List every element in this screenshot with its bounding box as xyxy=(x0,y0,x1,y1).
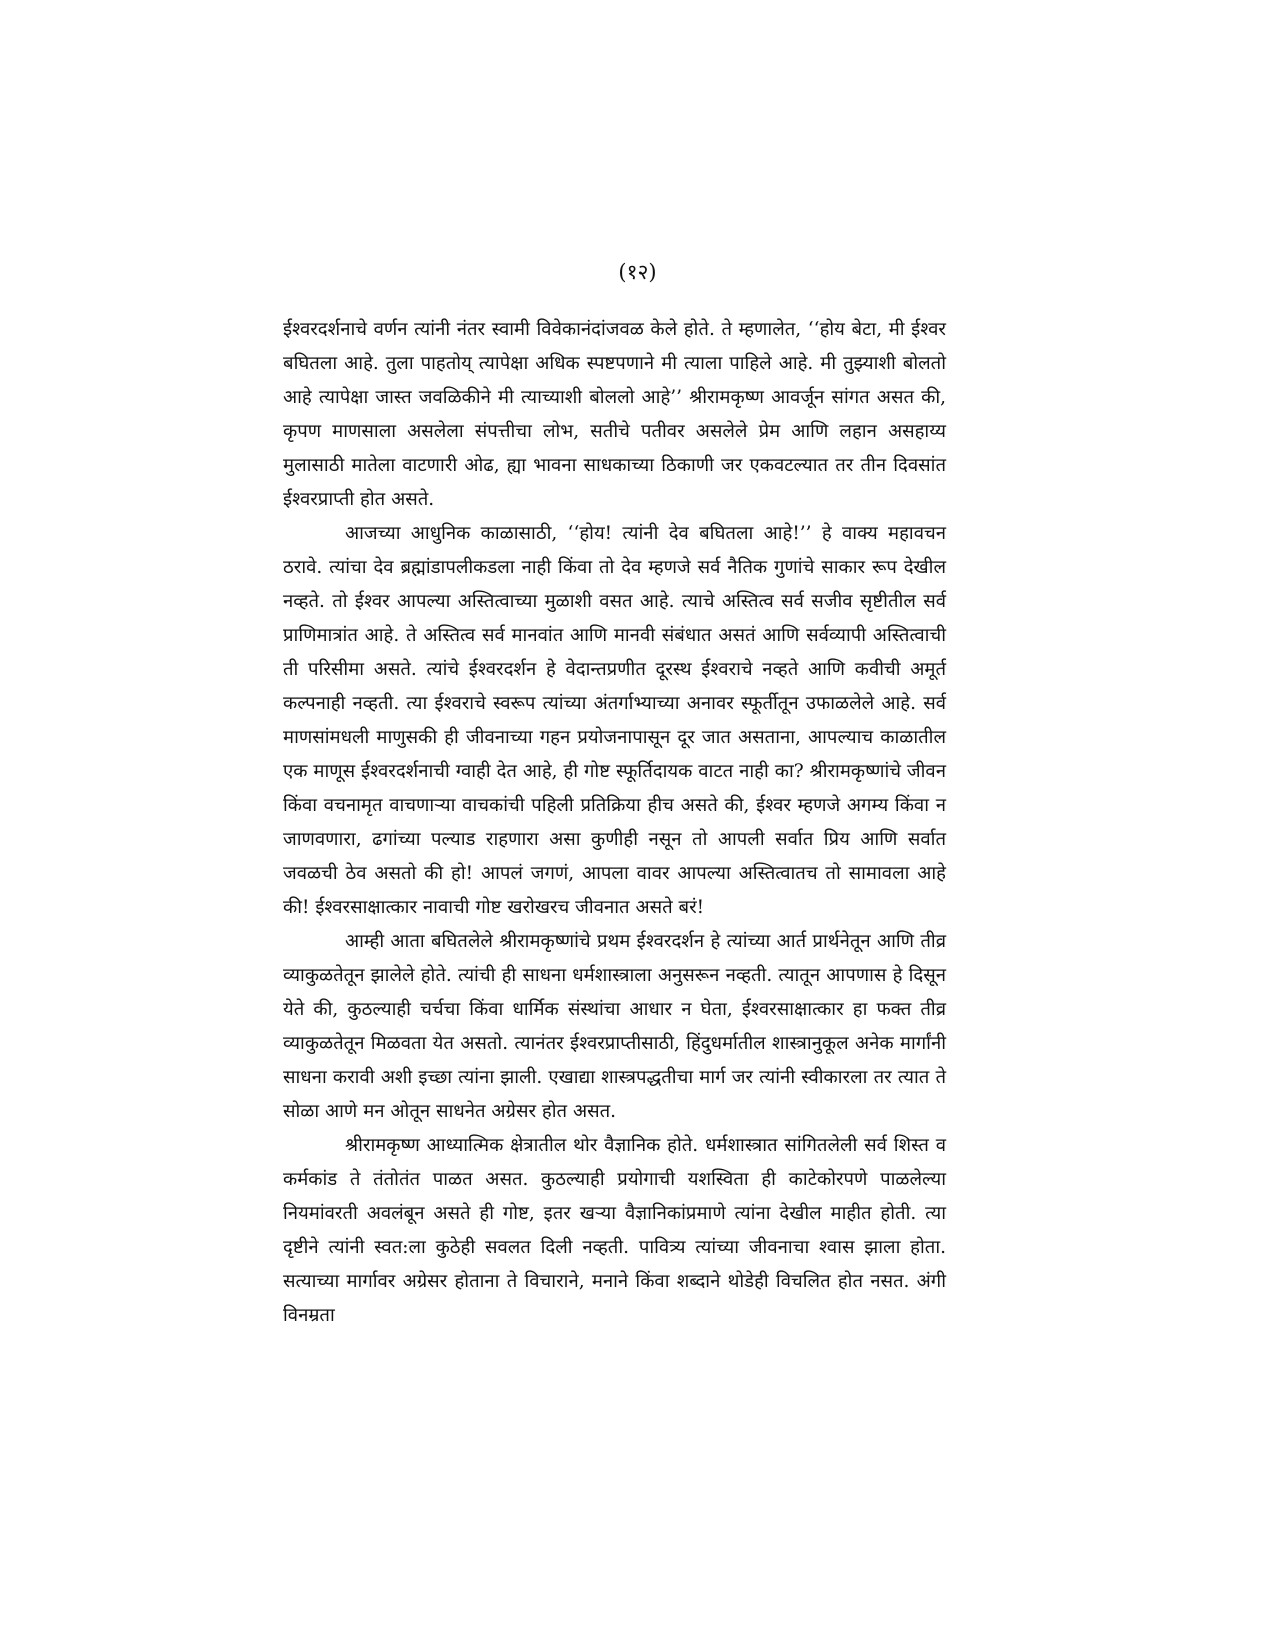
paragraph-2: आजच्या आधुनिक काळासाठी, ‘‘होय! त्यांनी देव बघितला आहे!’’ हे वाक्य महावचन ठरावे. त्यांचा देव ब्रह्मांडापलीकडला नाही किंवा तो देव म्हणजे सर्व नैतिक गुणांचे साकार रूप देखील नव्हते. तो ईश्वर आपल्या अस्तित्वाच्या मुळाशी वसत आहे. त्याचे अस्तित्व सर्व सजीव सृष्टीतील सर्व प्राणिमात्रांत आहे. ते अस्तित्व सर्व मानवांत आणि मानवी संबंधात असतं आणि सर्वव्यापी अस्तित्वाची ती परिसीमा असते. त्यांचे ईश्वरदर्शन हे वेदान्तप्रणीत दूरस्थ ईश्वराचे नव्हते आणि कवीची अमूर्त कल्पनाही नव्हती. त्या ईश्वराचे स्वरूप त्यांच्या अंतर्गाभ्याच्या अनावर स्फूर्तीतून उफाळलेले आहे. सर्व माणसांमधली माणुसकी ही जीवनाच्या गहन प्रयोजनापासून दूर जात असताना, आपल्याच काळातील एक माणूस ईश्वरदर्शनाची ग्वाही देत आहे, ही गोष्ट स्फूर्तिदायक वाटत नाही का? श्रीरामकृष्णांचे जीवन किंवा वचनामृत वाचणाऱ्या वाचकांची पहिली प्रतिक्रिया हीच असते की, ईश्वर म्हणजे अगम्य किंवा न जाणवणारा, ढगांच्या पल्याड राहणारा असा कुणीही नसून तो आपली सर्वात प्रिय आणि सर्वात जवळची ठेव असतो की हो! आपलं जगणं, आपला वावर आपल्या अस्तित्वातच तो सामावला आहे की! ईश्वरसाक्षात्कार नावाची गोष्ट खरोखरच जीवनात असते बरं! xyxy=(283,523,946,918)
body-text xyxy=(283,313,946,1333)
paragraph-4: श्रीरामकृष्ण आध्यात्मिक क्षेत्रातील थोर वैज्ञानिक होते. धर्मशास्त्रात सांगितलेली सर्व शिस्त व कर्मकांड ते तंतोतंत पाळत असत. कुठल्याही प्रयोगाची यशस्विता ही काटेकोरपणे पाळलेल्या नियमांवरती अवलंबून असते ही गोष्ट, इतर खऱ्या वैज्ञानिकांप्रमाणे त्यांना देखील माहीत होती. त्या दृष्टीने त्यांनी स्वत:ला कुठेही सवलत दिली नव्हती. पावित्र्य त्यांच्या जीवनाचा श्वास झाला होता. सत्याच्या मार्गावर अग्रेसर होताना ते विचाराने, मनाने किंवा शब्दाने थोडेही विचलित होत नसत. अंगी विनम्रता xyxy=(283,1135,946,1326)
page-number: (१२) xyxy=(618,260,657,284)
paragraph-3: आम्ही आता बघितलेले श्रीरामकृष्णांचे प्रथम ईश्वरदर्शन हे त्यांच्या आर्त प्रार्थनेतून आणि तीव्र व्याकुळतेतून झालेले होते. त्यांची ही साधना धर्मशास्त्राला अनुसरून नव्हती. त्यातून आपणास हे दिसून येते की, कुठल्याही चर्चचा किंवा धार्मिक संस्थांचा आधार न घेता, ईश्वरसाक्षात्कार हा फक्त तीव्र व्याकुळतेतून मिळवता येत असतो. त्यानंतर ईश्वरप्राप्तीसाठी, हिंदुधर्मातील शास्त्रानुकूल अनेक मार्गांनी साधना करावी अशी इच्छा त्यांना झाली. एखाद्या शास्त्रपद्धतीचा मार्ग जर त्यांनी स्वीकारला तर त्यात ते सोळा आणे मन ओतून साधनेत अग्रेसर होत असत. xyxy=(283,931,946,1122)
paragraph-1: ईश्वरदर्शनाचे वर्णन त्यांनी नंतर स्वामी विवेकानंदांजवळ केले होते. ते म्हणालेत, ‘‘होय बेटा, मी ईश्वर बघितला आहे. तुला पाहतोय् त्यापेक्षा अधिक स्पष्टपणाने मी त्याला पाहिले आहे. मी तुझ्याशी बोलतो आहे त्यापेक्षा जास्त जवळिकीने मी त्याच्याशी बोललो आहे’’ श्रीरामकृष्ण आवर्जून सांगत असत की, कृपण माणसाला असलेला संपत्तीचा लोभ, सतीचे पतीवर असलेले प्रेम आणि लहान असहाय्य मुलासाठी मातेला वाटणारी ओढ, ह्या भावना साधकाच्या ठिकाणी जर एकवटल्यात तर तीन दिवसांत ईश्वरप्राप्ती होत असते. xyxy=(283,319,946,510)
